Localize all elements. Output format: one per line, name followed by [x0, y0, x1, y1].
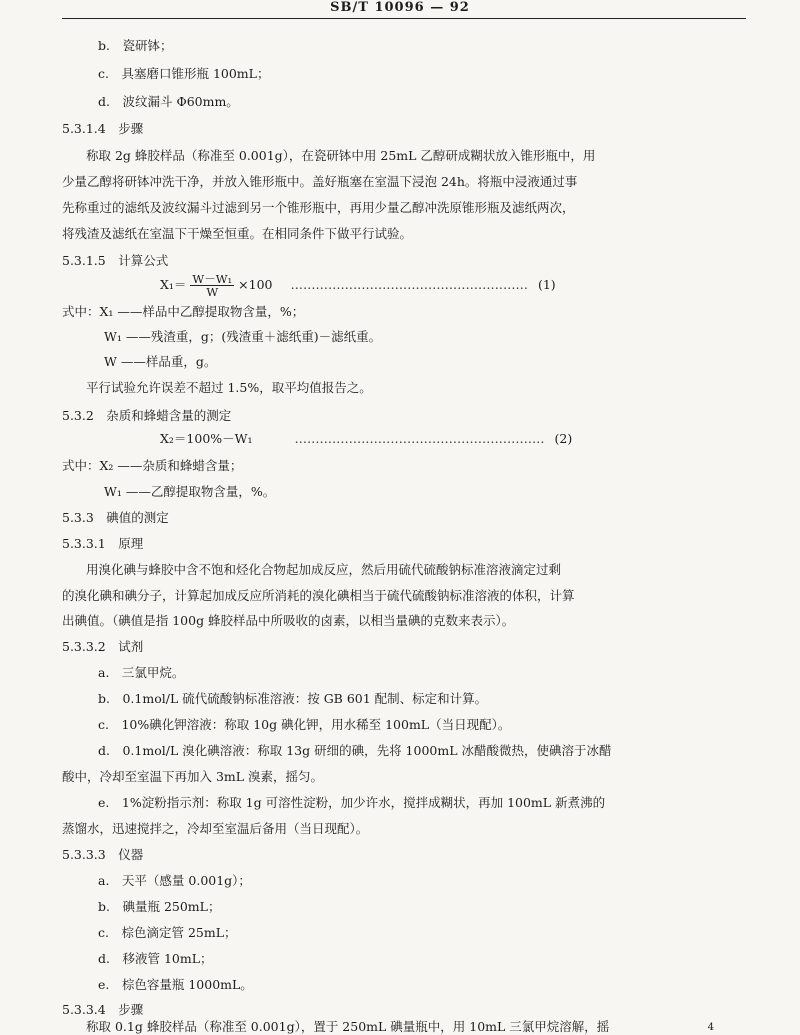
list-item: d. 波纹漏斗 Φ60mm。	[98, 94, 239, 109]
section-heading: 5.3.1.5 计算公式	[62, 253, 169, 268]
fraction-numerator: W－W₁	[192, 272, 233, 286]
formula-2	[160, 431, 572, 447]
paragraph-line: 的溴化碘和碘分子，计算起加成反应所消耗的溴化碘相当于硫代硫酸钠标准溶液的体积，计算	[62, 588, 575, 603]
list-item: c. 棕色滴定管 25mL；	[98, 925, 237, 940]
paragraph-line: 平行试验允许误差不超过 1.5%，取平均值报告之。	[86, 380, 372, 395]
formula-lhs: X₁＝	[160, 277, 187, 292]
list-item: c. 10%碘化钾溶液：称取 10g 碘化钾，用水稀至 100mL（当日现配）。	[98, 717, 511, 732]
paragraph-line: 先称重过的滤纸及波纹漏斗过滤到另一个锥形瓶中，再用少量乙醇冲洗原锥形瓶及滤纸两次，	[62, 200, 575, 215]
where-line: 式中：X₁ ——样品中乙醇提取物含量，%；	[62, 304, 305, 319]
formula-rhs: ×100	[238, 277, 273, 292]
section-heading: 5.3.3.1 原理	[62, 536, 144, 551]
header-rule	[62, 18, 746, 19]
leader-dots: ……………………………………………………	[294, 431, 545, 446]
paragraph-line: 称取 0.1g 蜂胶样品（称准至 0.001g），置于 250mL 碘量瓶中，用 10mL 三氯甲烷溶解，摇	[86, 1019, 610, 1034]
page-number: 4	[707, 1022, 714, 1033]
paragraph-line: 少量乙醇将研钵冲洗干净，并放入锥形瓶中。盖好瓶塞在室温下浸泡 24h。将瓶中浸液通过事	[62, 174, 578, 189]
equation-number: (2)	[554, 431, 573, 446]
list-item: e. 棕色容量瓶 1000mL。	[98, 977, 253, 992]
equation-number: (1)	[537, 277, 556, 292]
list-item: a. 三氯甲烷。	[98, 665, 185, 680]
formula-body: X₂＝100%－W₁	[160, 431, 253, 446]
paragraph-line: 蒸馏水，迅速搅拌之，冷却至室温后备用（当日现配）。	[62, 821, 369, 836]
section-heading: 5.3.3.2 试剂	[62, 639, 144, 654]
paragraph-line: 将残渣及滤纸在室温下干燥至恒重。在相同条件下做平行试验。	[62, 226, 413, 241]
formula-fraction	[190, 273, 234, 298]
list-item: b. 碘量瓶 250mL；	[98, 899, 221, 914]
section-heading: 5.3.3 碘值的测定	[62, 510, 169, 525]
formula-1	[160, 270, 556, 300]
list-item: b. 瓷研钵；	[98, 38, 173, 53]
section-heading: 5.3.2 杂质和蜂蜡含量的测定	[62, 408, 232, 423]
list-item: b. 0.1mol/L 硫代硫酸钠标准溶液：按 GB 601 配制、标定和计算。	[98, 691, 488, 706]
where-line: W₁ ——乙醇提取物含量，%。	[104, 484, 276, 499]
paragraph-line: 用溴化碘与蜂胶中含不饱和烃化合物起加成反应，然后用硫代硫酸钠标准溶液滴定过剩	[86, 562, 562, 577]
where-line: W ——样品重，g。	[104, 354, 217, 369]
leader-dots: …………………………………………………	[290, 277, 528, 292]
section-heading: 5.3.3.4 步骤	[62, 1002, 144, 1017]
list-item: a. 天平（感量 0.001g）；	[98, 873, 251, 888]
section-heading: 5.3.1.4 步骤	[62, 121, 144, 136]
list-item: c. 具塞磨口锥形瓶 100mL；	[98, 66, 270, 81]
list-item: e. 1%淀粉指示剂：称取 1g 可溶性淀粉，加少许水，搅拌成糊状，再加 100mL 新煮沸的	[98, 795, 606, 810]
standard-code-header: SB/T 10096 — 92	[330, 0, 470, 15]
fraction-denominator: W	[206, 285, 219, 299]
list-item: d. 0.1mol/L 溴化碘溶液：称取 13g 研细的碘，先将 1000mL 冰醋酸微热，使碘溶于冰醋	[98, 743, 612, 758]
where-line: 式中：X₂ ——杂质和蜂蜡含量；	[62, 458, 243, 473]
list-item: d. 移液管 10mL；	[98, 951, 213, 966]
paragraph-line: 称取 2g 蜂胶样品（称准至 0.001g），在瓷研钵中用 25mL 乙醇研成糊状放入锥形瓶中，用	[86, 148, 596, 163]
section-heading: 5.3.3.3 仪器	[62, 847, 144, 862]
where-line: W₁ ——残渣重，g；(残渣重＋滤纸重)－滤纸重。	[104, 329, 382, 344]
paragraph-line: 酸中，冷却至室温下再加入 3mL 溴素，摇匀。	[62, 769, 324, 784]
paragraph-line: 出碘值。（碘值是指 100g 蜂胶样品中所吸收的卤素，以相当量碘的克数来表示）。	[62, 613, 515, 628]
